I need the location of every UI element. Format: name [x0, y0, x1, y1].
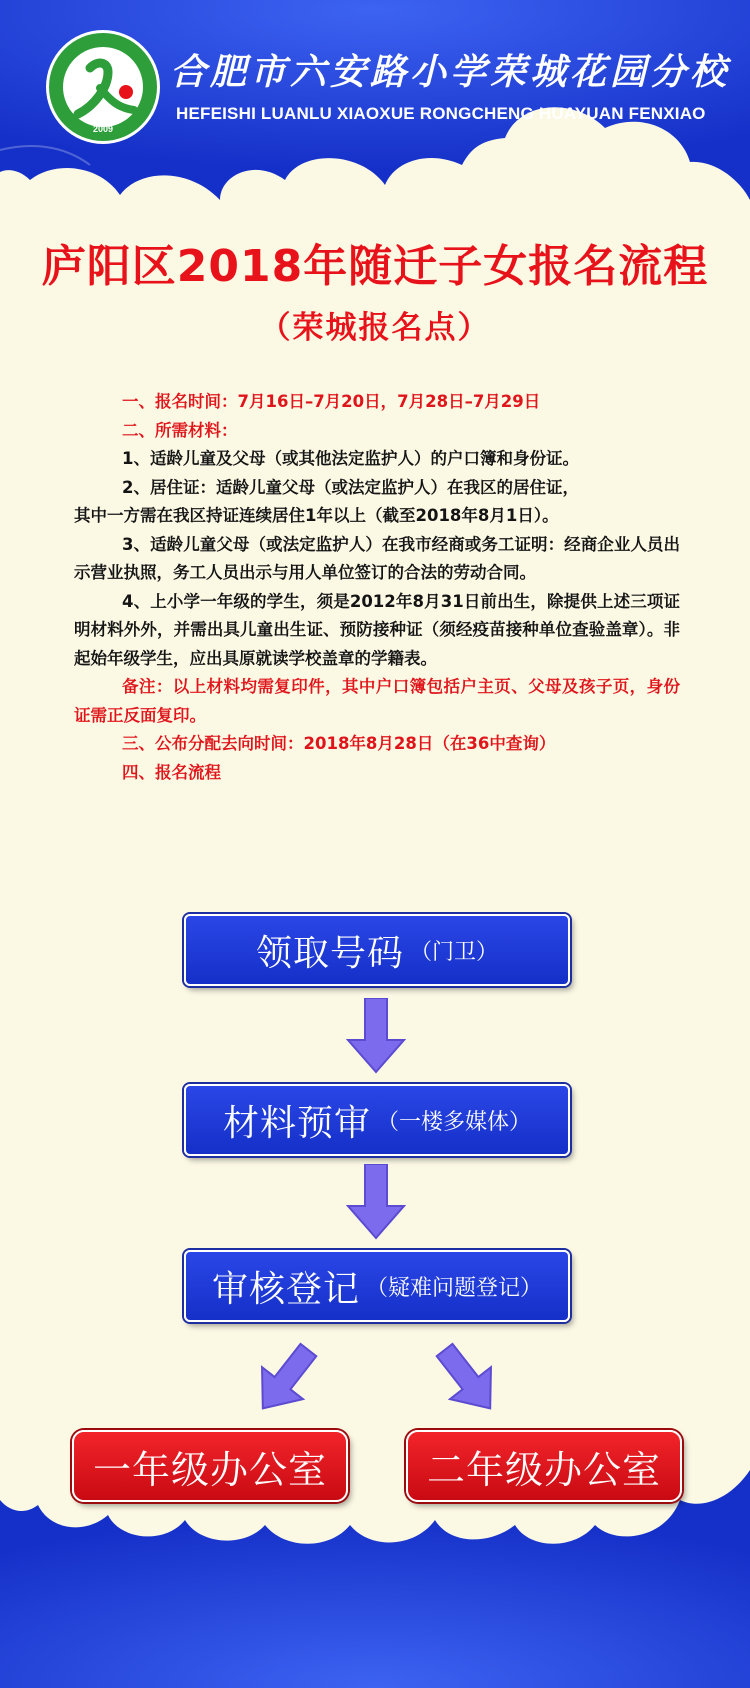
grade2-office: 二年级办公室 — [406, 1430, 682, 1502]
school-name-cn: 合肥市六安路小学荣城花园分校 — [170, 51, 731, 93]
requirements-text — [74, 388, 680, 787]
materials-heading: 二、所需材料： — [122, 420, 238, 440]
page-subtitle: （荣城报名点） — [259, 310, 491, 346]
material-item-4: 4、上小学一年级的学生，须是2012年8月31日前出生，除提供上述三项证明材料外外，并需出具儿童出生证、预防接种证（须经疫苗接种单位查验盖章）。非起始年级学生，应出具原就读学校盖章的学籍表。 — [74, 591, 680, 668]
page-title: 庐阳区2018年随迁子女报名流程 — [41, 241, 709, 292]
grade1-office: 一年级办公室 — [72, 1430, 348, 1502]
down-right-arrow-icon — [428, 1340, 508, 1420]
step-review-registration — [184, 1250, 570, 1322]
down-left-arrow-icon — [245, 1340, 325, 1420]
school-name-en: HEFEISHI LUANLU XIAOXUE RONGCHENG HUAYUAN FENXIAO — [176, 104, 706, 123]
step-get-number-note: （门卫） — [410, 939, 499, 965]
remark: 备注：以上材料均需复印件，其中户口簿包括户主页、父母及孩子页，身份证需正反面复印。 — [74, 677, 680, 725]
process-heading: 四、报名流程 — [122, 762, 221, 782]
logo-year-text: 2009 — [92, 124, 114, 134]
down-arrow-icon — [346, 1164, 406, 1240]
material-item-3: 3、适龄儿童父母（或法定监护人）在我市经商或务工证明：经商企业人员出示营业执照，务工人员出示与用人单位签订的合法的劳动合同。 — [74, 534, 680, 582]
step-review-registration-note: （疑难问题登记） — [366, 1275, 543, 1301]
material-item-2-cont: 其中一方需在我区持证连续居住1年以上（截至2018年8月1日）。 — [74, 506, 559, 525]
announcement-time: 三、公布分配去向时间：2018年8月28日（在36中查询） — [122, 734, 556, 753]
down-arrow-icon — [346, 998, 406, 1074]
step-material-review-label: 材料预审 — [222, 1102, 371, 1144]
registration-time: 一、报名时间：7月16日–7月20日，7月28日–7月29日 — [122, 392, 541, 411]
step-material-review-note: （一楼多媒体） — [377, 1109, 532, 1135]
step-get-number-label: 领取号码 — [255, 932, 404, 974]
material-item-1: 1、适龄儿童及父母（或其他法定监护人）的户口簿和身份证。 — [122, 449, 579, 468]
step-material-review — [184, 1084, 570, 1156]
material-item-2: 2、居住证：适龄儿童父母（或法定监护人）在我区的居住证， — [122, 477, 579, 497]
step-review-registration-label: 审核登记 — [211, 1268, 360, 1310]
school-logo — [44, 28, 162, 146]
step-get-number — [184, 914, 570, 986]
